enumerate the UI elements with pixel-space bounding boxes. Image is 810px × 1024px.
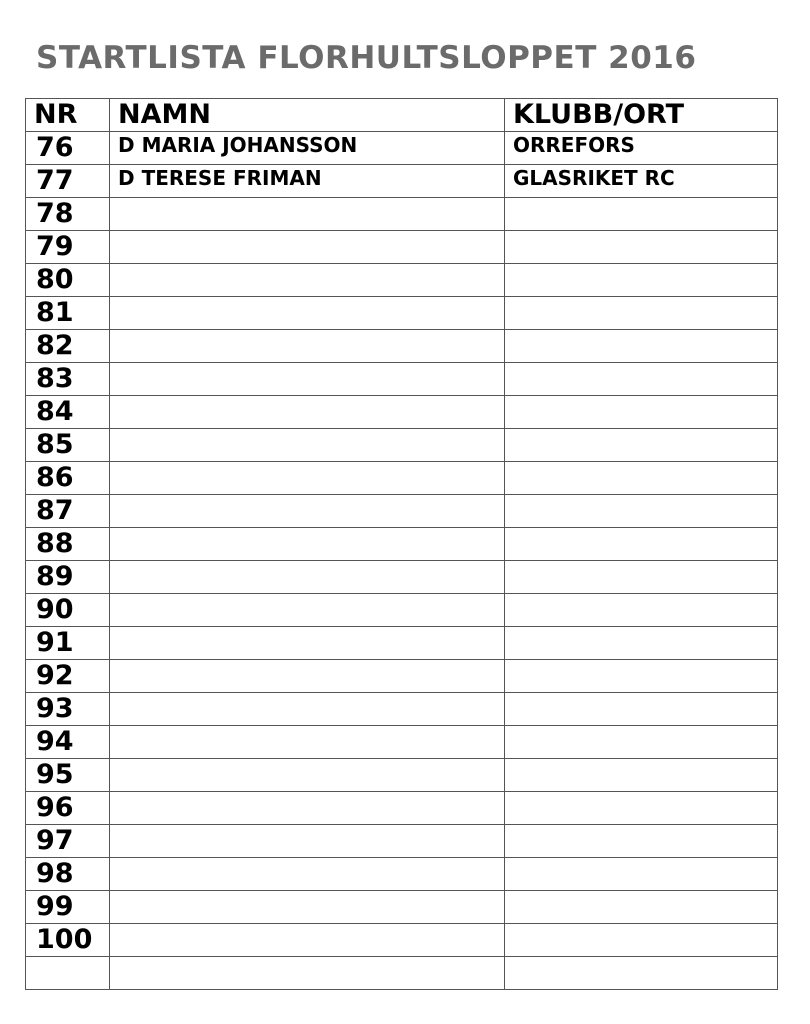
column-header-club: KLUBB/ORT: [505, 99, 778, 132]
table-row: [26, 891, 778, 924]
table-row: [26, 924, 778, 957]
start-number-cell: 98: [26, 858, 110, 891]
table-row: [26, 198, 778, 231]
table-row: [26, 363, 778, 396]
start-number-cell: 83: [26, 363, 110, 396]
club-cell: [505, 726, 778, 759]
start-number-cell: 95: [26, 759, 110, 792]
name-cell: [110, 858, 505, 891]
name-cell: [110, 396, 505, 429]
name-cell: [110, 594, 505, 627]
name-cell: [110, 627, 505, 660]
table-row: [26, 429, 778, 462]
table-row: [26, 594, 778, 627]
start-number-cell: 93: [26, 693, 110, 726]
start-number-cell: 90: [26, 594, 110, 627]
club-cell: [505, 693, 778, 726]
table-row: [26, 693, 778, 726]
name-cell: [110, 495, 505, 528]
club-cell: [505, 297, 778, 330]
club-cell: [505, 429, 778, 462]
name-cell: [110, 660, 505, 693]
table-row: [26, 132, 778, 165]
club-cell: GLASRIKET RC: [505, 165, 778, 198]
name-cell: [110, 561, 505, 594]
start-number-cell: 88: [26, 528, 110, 561]
club-cell: [505, 528, 778, 561]
club-cell: [505, 231, 778, 264]
name-cell: [110, 429, 505, 462]
club-cell: [505, 462, 778, 495]
name-cell: [110, 297, 505, 330]
table-row: [26, 792, 778, 825]
name-cell: D MARIA JOHANSSON: [110, 132, 505, 165]
table-row: [26, 660, 778, 693]
name-cell: [110, 825, 505, 858]
start-number-cell: 87: [26, 495, 110, 528]
header-row: [26, 99, 778, 132]
name-cell: [110, 231, 505, 264]
table-row: [26, 726, 778, 759]
start-number-cell: 100: [26, 924, 110, 957]
name-cell: [110, 528, 505, 561]
name-cell: [110, 924, 505, 957]
name-cell: [110, 726, 505, 759]
start-number-cell: 79: [26, 231, 110, 264]
name-cell: [110, 957, 505, 990]
club-cell: [505, 957, 778, 990]
club-cell: [505, 363, 778, 396]
club-cell: ORREFORS: [505, 132, 778, 165]
start-number-cell: 85: [26, 429, 110, 462]
name-cell: [110, 363, 505, 396]
start-number-cell: 91: [26, 627, 110, 660]
name-cell: D TERESE FRIMAN: [110, 165, 505, 198]
name-cell: [110, 462, 505, 495]
start-number-cell: 99: [26, 891, 110, 924]
start-number-cell: 76: [26, 132, 110, 165]
name-cell: [110, 693, 505, 726]
column-header-nr: NR: [26, 99, 110, 132]
start-number-cell: 86: [26, 462, 110, 495]
start-number-cell: 78: [26, 198, 110, 231]
start-number-cell: 81: [26, 297, 110, 330]
club-cell: [505, 891, 778, 924]
start-number-cell: 94: [26, 726, 110, 759]
page-title: STARTLISTA FLORHULTSLOPPET 2016: [36, 40, 697, 76]
table-row: [26, 495, 778, 528]
name-cell: [110, 330, 505, 363]
start-number-cell: 92: [26, 660, 110, 693]
start-list-table: [25, 98, 778, 990]
club-cell: [505, 660, 778, 693]
club-cell: [505, 396, 778, 429]
club-cell: [505, 561, 778, 594]
start-number-cell: 97: [26, 825, 110, 858]
table-row: [26, 330, 778, 363]
table-row: [26, 627, 778, 660]
name-cell: [110, 792, 505, 825]
table-row: [26, 957, 778, 990]
start-number-cell: 84: [26, 396, 110, 429]
start-number-cell: 82: [26, 330, 110, 363]
table-row: [26, 858, 778, 891]
start-number-cell: 77: [26, 165, 110, 198]
table-body: [26, 132, 778, 990]
start-number-cell: 89: [26, 561, 110, 594]
club-cell: [505, 594, 778, 627]
table-row: [26, 264, 778, 297]
table-row: [26, 462, 778, 495]
table-row: [26, 528, 778, 561]
table-row: [26, 297, 778, 330]
start-number-cell: 96: [26, 792, 110, 825]
club-cell: [505, 495, 778, 528]
club-cell: [505, 627, 778, 660]
table-row: [26, 165, 778, 198]
club-cell: [505, 792, 778, 825]
table-row: [26, 396, 778, 429]
club-cell: [505, 264, 778, 297]
start-number-cell: 80: [26, 264, 110, 297]
table-row: [26, 561, 778, 594]
club-cell: [505, 858, 778, 891]
table-row: [26, 825, 778, 858]
name-cell: [110, 198, 505, 231]
column-header-name: NAMN: [110, 99, 505, 132]
table-row: [26, 231, 778, 264]
club-cell: [505, 759, 778, 792]
club-cell: [505, 330, 778, 363]
club-cell: [505, 924, 778, 957]
club-cell: [505, 825, 778, 858]
name-cell: [110, 264, 505, 297]
name-cell: [110, 759, 505, 792]
table-row: [26, 759, 778, 792]
club-cell: [505, 198, 778, 231]
name-cell: [110, 891, 505, 924]
start-number-cell: [26, 957, 110, 990]
